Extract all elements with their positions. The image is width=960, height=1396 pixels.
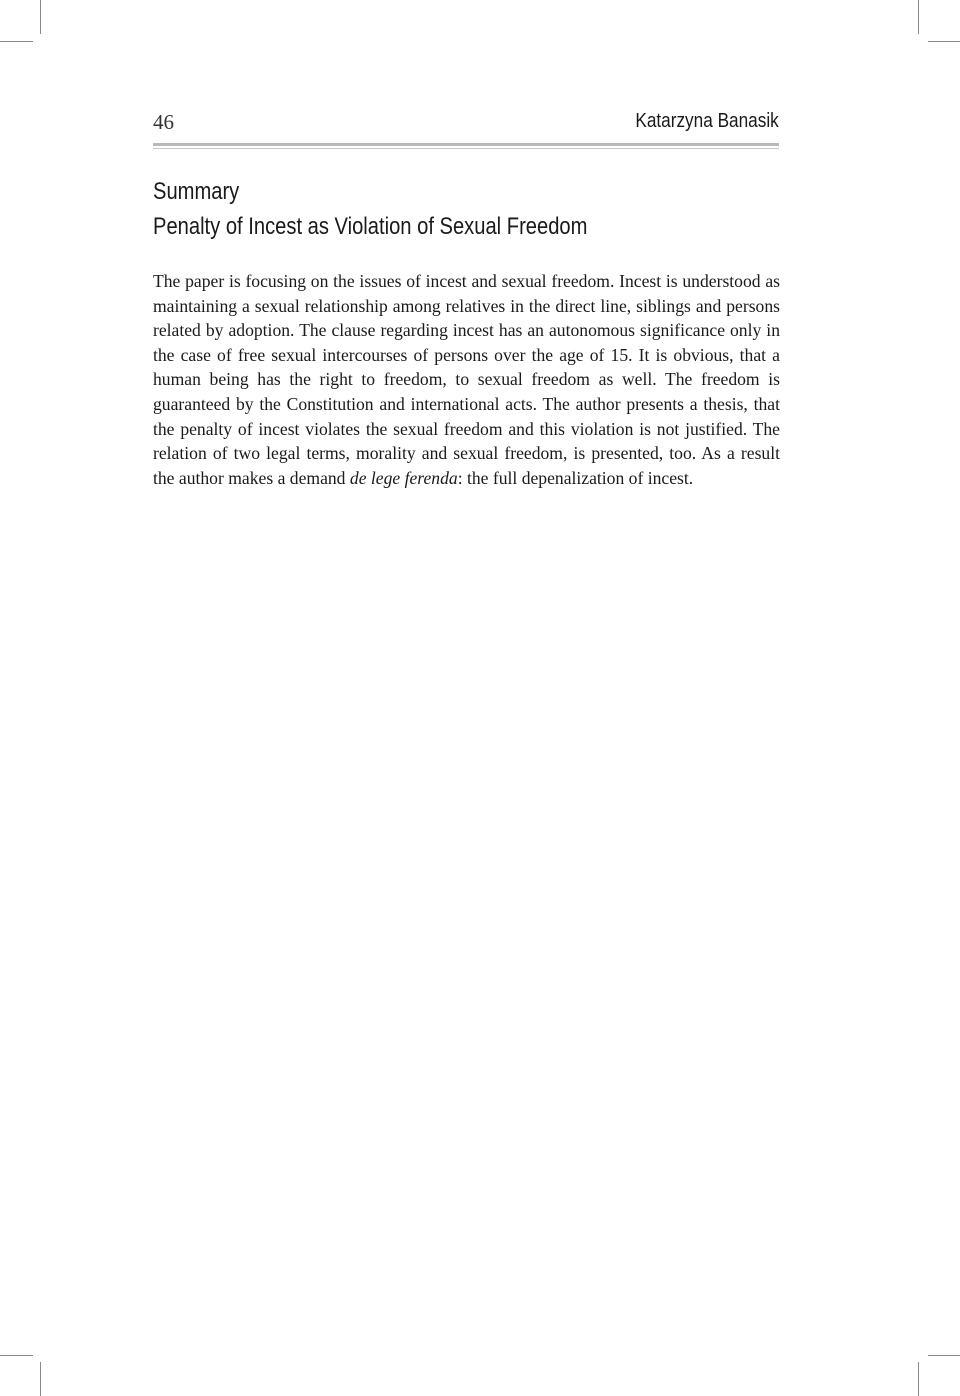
abstract-paragraph xyxy=(153,269,780,490)
crop-mark xyxy=(0,1355,33,1356)
crop-mark xyxy=(918,1362,919,1396)
crop-mark xyxy=(40,1362,41,1396)
header-rule xyxy=(153,143,779,146)
crop-mark xyxy=(40,0,41,34)
article-title: Penalty of Incest as Violation of Sexual Freedom xyxy=(153,213,588,240)
crop-mark xyxy=(0,41,33,42)
crop-mark xyxy=(928,1355,960,1356)
summary-heading: Summary xyxy=(153,178,240,205)
crop-mark xyxy=(918,0,919,34)
abstract-text-end: : the full depenalization of incest. xyxy=(457,467,694,488)
header-rule xyxy=(153,148,779,149)
abstract-text: The paper is focusing on the issues of incest and sexual freedom. Incest is understood as maintaining a sexual relationship among relatives in the direct line, siblings and persons related by adoption. The clause regarding incest has an autonomous significance only in the case of free sexual intercourses of persons over the age of 15. It is obvious, that a human being has the right to freedom, to sexual freedom as well. The freedom is guaranteed by the Constitution and international acts. The author presents a thesis, that the penalty of incest violates the sexual freedom and this violation is not justified. The relation of two legal terms, morality and sexual freedom, is presented, too. As a result the author makes a demand xyxy=(153,271,780,488)
page-number: 46 xyxy=(153,110,174,134)
crop-mark xyxy=(928,41,960,42)
running-header-author: Katarzyna Banasik xyxy=(635,110,779,132)
latin-term: de lege ferenda xyxy=(349,467,458,488)
